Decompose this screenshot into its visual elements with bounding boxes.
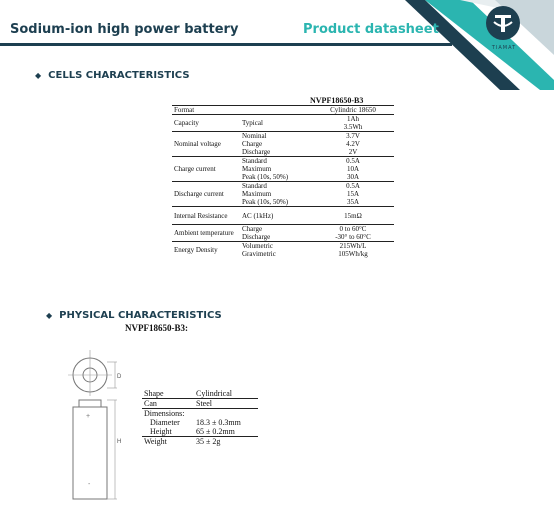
table-row [172, 106, 394, 115]
plus-terminal-label: + [86, 413, 91, 420]
cell-value: Cylindrical [196, 389, 232, 398]
table-row [172, 225, 394, 234]
cell-sublabel: Gravimetric [242, 250, 276, 258]
table-row [142, 437, 258, 447]
table-row [142, 427, 258, 437]
table-row [172, 132, 394, 141]
cell-label: Height [150, 427, 172, 436]
logo-mark-icon [486, 6, 520, 40]
cell-sublabel: Typical [240, 115, 312, 132]
table-row [172, 242, 394, 251]
cell-value: 3.7V [312, 132, 394, 141]
cell-value: 3.5Wh [343, 123, 363, 131]
cell-sublabel: AC (1kHz) [240, 207, 312, 225]
cell-sublabel: Charge [240, 225, 312, 234]
cell-value: 35A [346, 198, 360, 206]
cell-value: 10A [346, 165, 360, 173]
document-title: Sodium-ion high power battery [10, 22, 239, 37]
cell-sublabel: Peak (10s, 50%) [242, 198, 289, 206]
cell-value: 15A [346, 190, 360, 198]
cell-value: 0.5A [312, 182, 394, 191]
logo-text: TIAMAT [491, 45, 517, 51]
cell-sublabel: Peak (10s, 50%) [242, 173, 289, 181]
cell-label: Charge current [172, 157, 240, 182]
cell-sublabel: Maximum [242, 165, 272, 173]
cell-label: Ambient temperature [172, 225, 240, 242]
cell-value: 0 to 60°C [312, 225, 394, 234]
minus-terminal-label: - [88, 481, 91, 488]
cell-sublabel: Discharge [242, 148, 271, 156]
table-row [172, 157, 394, 166]
cell-label: Energy Density [172, 242, 240, 259]
cell-sublabel: Standard [240, 182, 312, 191]
cell-label: Internal Resistance [172, 207, 240, 225]
cell-sublabel: Volumetric [240, 242, 312, 251]
cell-sublabel: Maximum [242, 190, 272, 198]
cells-characteristics-table [172, 105, 394, 258]
cell-value: 15mΩ [312, 207, 394, 225]
table-row [142, 389, 258, 399]
cell-value: 35 ± 2g [194, 437, 258, 447]
cell-value: 2V [348, 148, 358, 156]
table-row [172, 115, 394, 124]
cells-section-heading: ◆ CELLS CHARACTERISTICS [35, 70, 190, 81]
table-row [142, 399, 258, 409]
cell-label: Can [142, 399, 194, 409]
cell-sublabel: Nominal [240, 132, 312, 141]
cell-value: -30° to 60°C [335, 233, 371, 241]
cell-value: 0.5A [312, 157, 394, 166]
cell-value: 1Ah [312, 115, 394, 124]
h-label: H [117, 439, 122, 445]
cell-sublabel: Standard [240, 157, 312, 166]
cell-value: Cylindric 18650 [312, 106, 394, 115]
tiamat-logo [486, 6, 520, 40]
cell-label: Shape [144, 389, 164, 398]
cell-label: Capacity [172, 115, 240, 132]
cell-label: Weight [142, 437, 194, 447]
cell-value: 215Wh/L [312, 242, 394, 251]
table-row [142, 409, 258, 419]
cell-label: Discharge current [172, 182, 240, 207]
table-row [142, 418, 258, 427]
physical-model-heading: NVPF18650-B3: [125, 323, 188, 333]
cell-sublabel: Charge [242, 140, 263, 148]
diamond-bullet-icon: ◆ [46, 311, 53, 320]
cell-value: 65 ± 0.2mm [196, 427, 235, 436]
cell-dimension-drawing [60, 348, 140, 503]
diamond-bullet-icon: ◆ [35, 71, 42, 80]
cell-top-view [68, 350, 112, 396]
cell-value: 4.2V [346, 140, 360, 148]
table-row [172, 207, 394, 225]
cell-label: Diameter [150, 418, 180, 427]
cell-value: 30A [346, 173, 360, 181]
physical-characteristics-table [142, 389, 258, 446]
cell-value: Steel [194, 399, 258, 409]
cell-label: Dimensions: [142, 409, 258, 419]
physical-section-heading: ◆ PHYSICAL CHARACTERISTICS [46, 310, 222, 321]
header-rule [0, 43, 452, 46]
table-row [172, 182, 394, 191]
cell-side-view [73, 400, 107, 499]
cell-label: Format [172, 106, 312, 115]
document-subtitle: Product datasheet [303, 22, 439, 37]
cell-value: 105Wh/kg [338, 250, 368, 258]
d-label: D [117, 374, 122, 380]
cells-model-heading: NVPF18650-B3 [310, 96, 364, 105]
dimension-h-marker [107, 400, 121, 499]
cell-sublabel: Discharge [242, 233, 271, 241]
cell-label: Nominal voltage [172, 132, 240, 157]
cell-value: 18.3 ± 0.3mm [196, 418, 241, 427]
